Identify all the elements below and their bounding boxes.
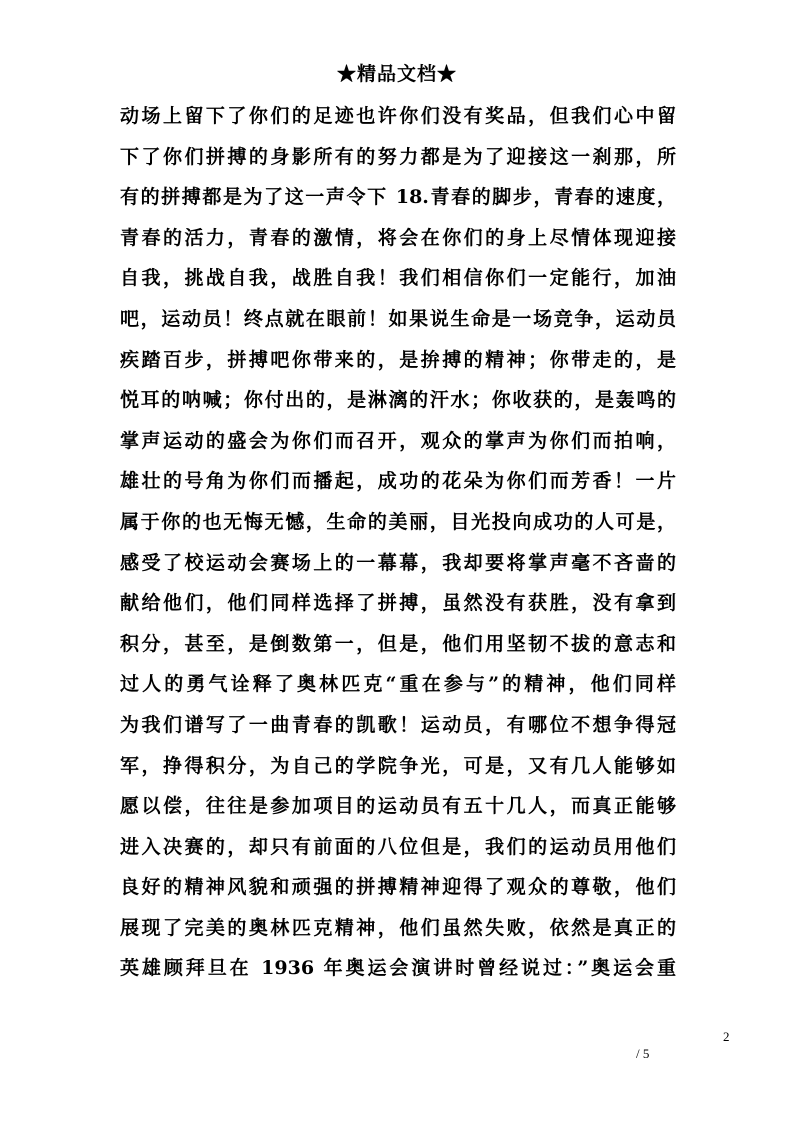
body-line: 过人的勇气诠释了奥林匹克“重在参与”的精神，他们同样 [120,673,676,696]
body-line: 动场上留下了你们的足迹也许你们没有奖品，但我们心中留 [120,105,676,127]
body-line: 感受了校运动会赛场上的一幕幕，我却要将掌声毫不吝啬的 [120,551,676,574]
body-line: 英雄顾拜旦在 1936 年奥运会演讲时曾经说过：”奥运会重 [120,957,676,980]
body-line: 疾踏百步，拼搏吧你带来的，是拚搏的精神；你带走的，是 [120,348,676,371]
body-line: 愿以偿，往往是参加项目的运动员有五十几人，而真正能够 [120,795,676,818]
page-total: / 5 [636,1046,650,1061]
body-line: 青春的活力，青春的激情，将会在你们的身上尽情体现迎接 [120,226,676,249]
body-line: 吧，运动员！终点就在眼前！如果说生命是一场竞争，运动员 [120,307,676,330]
body-line: 下了你们拼搏的身影所有的努力都是为了迎接这一刹那，所 [120,145,676,168]
body-line: 展现了完美的奥林匹克精神，他们虽然失败，依然是真正的 [120,916,676,939]
body-line: 属于你的也无悔无憾，生命的美丽，目光投向成功的人可是， [120,510,676,533]
page-number: 2 [723,1029,730,1044]
body-line: 悦耳的呐喊；你付出的，是淋漓的汗水；你收获的，是轰鸣的 [120,389,676,412]
body-line: 军，挣得积分，为自己的学院争光，可是，又有几人能够如 [120,754,676,777]
body-line: 自我，挑战自我，战胜自我！我们相信你们一定能行，加油 [120,267,676,290]
body-line: 积分，甚至，是倒数第一，但是，他们用坚韧不拔的意志和 [120,632,676,655]
document-header-title: ★精品文档★ [336,63,457,85]
body-line: 献给他们，他们同样选择了拼搏，虽然没有获胜，没有拿到 [120,592,676,615]
body-line: 为我们谱写了一曲青春的凯歌！运动员，有哪位不想争得冠 [120,713,676,736]
body-line: 有的拼搏都是为了这一声令下 18.青春的脚步，青春的速度， [120,186,676,209]
body-line: 雄壮的号角为你们而播起，成功的花朵为你们而芳香！一片 [120,470,676,493]
body-line: 掌声运动的盛会为你们而召开，观众的掌声为你们而拍响， [120,429,676,452]
document-body [120,96,676,989]
body-line: 良好的精神风貌和顽强的拼搏精神迎得了观众的尊敬，他们 [120,876,676,899]
body-line: 进入决赛的，却只有前面的八位但是，我们的运动员用他们 [120,835,676,858]
